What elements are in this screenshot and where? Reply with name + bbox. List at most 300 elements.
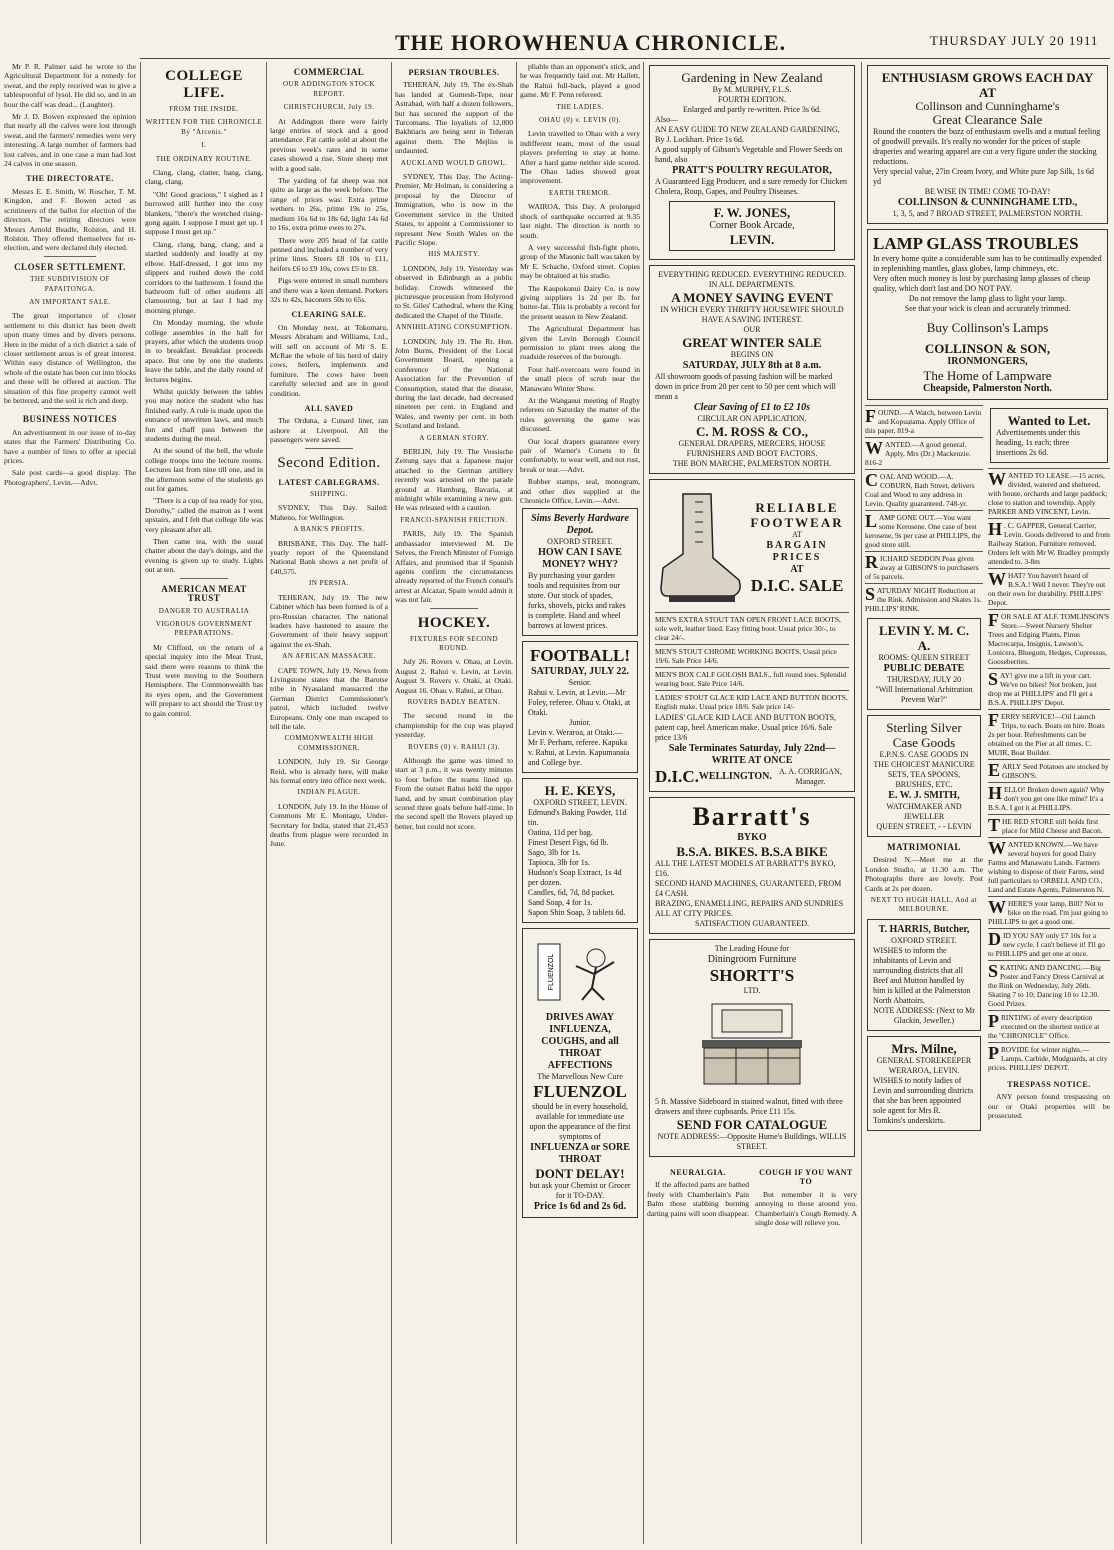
list-item: Sand Soap, 4 for 1s.: [528, 898, 593, 908]
paragraph: Desired N.—Meet me at the London Studio, at 11.30 a.m. The Photographs there are lovely. Post Cards at 2s per dozen.: [865, 855, 983, 893]
dateline: CHRISTCHURCH, July 19.: [283, 103, 375, 112]
ad-lamp-glass: [867, 229, 1108, 400]
fluenzol-illustration: [530, 936, 630, 1006]
subheading: FRANCO-SPANISH FRICTION.: [400, 515, 508, 524]
classified-text: ATURDAY NIGHT Reduction at the Rink. Admission and Skates 1s. PHILLIPS' RINK.: [865, 586, 982, 613]
ad-body: Round the counters the buzz of enthusiasm swells and a mutual feeling of goodwill prevails. It's really no wonder for the prices of staple draperies and wearing apparel are cut a very figure under the stocking reductions.: [873, 127, 1101, 166]
list-item: Hudson's Soap Extract, 1s 4d per dozen.: [528, 868, 622, 888]
classified-text: AMP GONE OUT.—You want some Kerosene. One case of best kerosene, 9s per case at PHILLIPS, the good store still.: [865, 513, 981, 549]
ad-body: should be in every household, available for immediate use upon the appearance of the first symptoms of: [529, 1102, 631, 1142]
ad-mrs-milne: [867, 1036, 981, 1131]
classified-list-right: [988, 468, 1110, 1074]
dic-manager: A. A. CORRIGAN, Manager.: [778, 767, 842, 786]
ad-body: AN EASY GUIDE TO NEW ZEALAND GARDENING, By J. Lockhart. Price 1s 6d.: [655, 125, 840, 144]
ad-cta: DONT DELAY!: [535, 1166, 625, 1182]
paragraph: SYDNEY, This Day. Sailed: Maheno, for Wellington.: [270, 503, 388, 522]
classified-list-left: [865, 405, 983, 615]
ad-body: IN WHICH EVERY THRIFTY HOUSEWIFE SHOULD HAVE A SAVING INTEREST.: [660, 305, 844, 324]
paragraph: Sale post cards—a good display. The Photographers', Levin.—Advt.: [4, 468, 136, 487]
paragraph: The great importance of closer settlement to this district has been dwelt upon many times and by divers persons. Here in the midst of a rich district a sale of closer settlement areas is of great interest. Within easy distance of Wellington, the whole of the estate has been cut into blocks and these will be offered at auction. The situation of this fine property cannot well be bettered, and the soil is rich and deep.: [4, 311, 136, 405]
paragraph: At the Wanganui meeting of Rugby referees on Saturday the matter of the rules governing the game was discussed.: [520, 396, 640, 434]
drop-cap: W: [865, 438, 883, 458]
ad-bsa: B.S.A. BIKES. B.S.A BIKE: [676, 844, 828, 859]
issue-date: THURSDAY JULY 20 1911: [930, 33, 1099, 48]
heading-business-notices: BUSINESS NOTICES: [22, 414, 118, 425]
classified-text: OUND.—A Watch, between Levin and Kopuatama. Apply Office of this paper. 819-a: [865, 408, 982, 435]
ad-firm: E. W. J. SMITH,: [888, 790, 960, 801]
heading-directorate: THE DIRECTORATE.: [26, 174, 114, 184]
drop-cap: W: [988, 469, 1006, 489]
ad-saving: Clear Saving of £1 to £2 10s: [693, 402, 811, 413]
ad-lead: The Leading House for: [714, 944, 790, 953]
ad-body: E.P.N.S. CASE GOODS IN THE CHOICEST MANICURE SETS, TEA SPOONS, BRUSHES, ETC.: [873, 750, 975, 789]
classified-text: ANTED TO LEASE.—15 acres, divided, watered and sheltered, with house, orchards and large paddock; close to station and township. Apply PARKER AND VINCENT, Levin.: [988, 471, 1108, 516]
ad-title: LAMP GLASS TROUBLES: [873, 234, 1079, 253]
classified-ad: [988, 782, 1110, 814]
ad-condition: INFLUENZA or SORE THROAT: [530, 1142, 630, 1166]
heading-clearing-sale: CLEARING SALE.: [291, 310, 367, 320]
subheading: THE SUBDIVISION OF PAPAITONGA.: [30, 275, 110, 293]
dic-heading: [745, 500, 849, 596]
heading-closer-settlement: CLOSER SETTLEMENT.: [14, 261, 126, 272]
ad-price: Enlarged and partly re-written. Price 3s 6d.: [682, 105, 822, 114]
divider: [44, 408, 97, 409]
ad-title: Wanted to Let.: [1007, 413, 1091, 428]
ad-topic: "Will International Arbitration Prevent War?": [875, 685, 973, 704]
heading-matrimonial: MATRIMONIAL: [887, 842, 961, 852]
ad-buy: Buy Collinson's Lamps: [926, 320, 1049, 335]
ad-football: [522, 641, 638, 773]
paragraph: TEHERAN, July 19. The ex-Shah has landed at Gumesh-Tepe, near Astrabad, with half a dozen followers, but has secured the support of the Turcomans. The loyalists of 12,000 Bakhtiaris are being sent in Teheran against them. The Mejliss is undaunted.: [395, 80, 513, 156]
ad-body: Very special value, 27in Cream Ivory, and White pure Jap Silk, 1s 6d yd: [873, 167, 1094, 186]
ad-firm: SHORTT'S: [709, 966, 795, 985]
ad-address: QUEEN STREET, - - LEVIN: [876, 822, 972, 831]
drop-cap: H: [988, 783, 1003, 803]
classified-area: [865, 405, 1110, 1136]
drop-cap: L: [865, 511, 878, 531]
classified-text: . C. GAPPER, General Carrier, Levin. Goods delivered to and from Railway Station. Furniture removed. Orders left with Mr W. Bradley promptly attended to. 3-8m: [988, 521, 1110, 566]
subheading: INDIAN PLAGUE.: [297, 788, 361, 797]
heading-trespass: TRESPASS NOTICE.: [1007, 1080, 1091, 1089]
ad-body: SATISFACTION GUARANTEED.: [694, 919, 810, 928]
ad-firm: Collinson and Cunninghame's: [915, 99, 1060, 113]
cough-notice: [755, 1162, 857, 1230]
ad-title: Sterling Silver Case Goods: [886, 720, 962, 750]
paragraph: Although the game was timed to start at 3 p.m., it was twenty minutes to four before the teams lined up. From the outset Rahui held the upper hand, and by smart combination play scored three goals before half-time. In the second spell the Rovers played up better, but could not score.: [395, 756, 513, 831]
ad-harris-butcher: [867, 919, 981, 1031]
ad-wanted-to-let: [990, 408, 1108, 463]
list-item: LADIES' STOUT GLACE KID LACE AND BUTTON BOOTS, English make. Usual price 18/6. Sale price 14/-: [655, 690, 849, 713]
ad-body: By purchasing your garden tools and requisites from our store. Our stock of spades, forks, shovels, picks and rakes is complete. Hand and wheel barrows at lowest prices.: [528, 571, 626, 631]
section-title: THE ORDINARY ROUTINE.: [155, 154, 253, 163]
classified-ad: [988, 759, 1110, 782]
ad-sims-hardware: [522, 508, 638, 636]
column-ads: [647, 62, 857, 1544]
paragraph: July 26. Rovers v. Ohau, at Levin. August 2. Rahui v. Levin, at Levin. August 9. Rovers v. Otaki, at Otaki. August 16. Ohau v. Rahui, at Ohau.: [395, 657, 513, 695]
paragraph: Messrs E. E. Smith, W. Roscher, T. M. Kingdon, and F. Bowen acted as scrutineers of the ballot for election of the directors. The retiring directors were Messrs Arnold Beadle, Rolston, and H. Rolston. They offered themselves for re-election, and were declared duly elected.: [4, 186, 136, 253]
paragraph: LONDON, July 19. Sir George Reid, who is already here, will make his formal entry into office next week.: [270, 757, 388, 785]
ad-body: All showroom goods of passing fashion will be marked down in price from 20 per cent to 50 per cent which will mean a: [655, 372, 836, 401]
ad-bargain: BARGAIN PRICES: [766, 540, 828, 563]
ad-firm: T. HARRIS, Butcher,: [878, 923, 970, 935]
paragraph: A very successful fish-fight photo, group of the Masonic ball was taken by Mr E. Schache, Oxford street. Copies may be obtained at his studio.: [520, 242, 640, 281]
paragraph: BERLIN, July 19. The Vossische Zeitung says that a Japanese major attached to the German artillery recently was arrested on the parade ground at Hamburg, Bavaria, at midnight while examining a new gun. He was released with a caution.: [395, 447, 513, 513]
paragraph: ANY person found trespassing on our or Otaki properties will be prosecuted.: [988, 1092, 1110, 1121]
ad-ymca: [867, 618, 981, 710]
ad-sale: GREAT WINTER SALE: [682, 335, 822, 350]
ad-author: By M. MURPHY, F.L.S.: [712, 85, 792, 94]
column-left: [4, 62, 136, 1544]
subheading: AN IMPORTANT SALE.: [29, 297, 111, 306]
column-local: [520, 62, 640, 1544]
subheading: OHAU (0) v. LEVIN (0).: [538, 116, 622, 125]
ad-body: ALL THE LATEST MODELS AT BARRATT'S BYKO, £16.: [655, 859, 836, 878]
classified-ad: [865, 510, 983, 551]
svg-text:FLUENZOL: FLUENZOL: [548, 954, 555, 991]
paragraph: Then came tea, with the usual chatter about the day's doings, and the evening is given up to study. Lights out at ten.: [145, 537, 263, 575]
ad-home: The Home of Lampware: [923, 368, 1052, 383]
ad-headline: A MONEY SAVING EVENT: [671, 290, 833, 305]
ad-firm: C. M. ROSS & CO.,: [696, 424, 808, 439]
ad-send: SEND FOR CATALOGUE: [676, 1117, 828, 1132]
drop-cap: T: [988, 815, 1001, 835]
paragraph: BRISBANE, This Day. The half-yearly report of the Queensland National Bank shows a net profit of £40,575.: [270, 538, 388, 576]
paragraph: The yarding of fat sheep was not quite as large as the week before. The range of prices was: Extra prime wethers to 26s, prime 19s to 25s, medium 16s 6d to 18s 6d, light 14s 6d to 16s, extra prime ewes to 27s.: [270, 176, 388, 233]
ad-sale: Great Clearance Sale: [932, 112, 1043, 127]
subheading: OUR ADDINGTON STOCK REPORT.: [282, 80, 376, 98]
classified-ad: [865, 405, 983, 437]
paragraph: Pigs were entered in small numbers and there was a keen demand. Porkers 32s to 42s, baconers 50s to 65s.: [270, 276, 388, 304]
ad-title: RELIABLE: [755, 500, 839, 515]
drop-cap: E: [988, 760, 1001, 780]
classified-ad: [865, 583, 983, 615]
paragraph: Clang, clang, clatter, bang, clang, clang, clang.: [145, 168, 263, 187]
subheading: VIGOROUS GOVERNMENT PREPARATIONS.: [155, 619, 253, 638]
paragraph: Clang, clang, bang, clang, and a startled suddenly and loudly at my elbow. Half-dressed, I got into my slippers and rushed down the cold corridors to the bathroom. I found the bathroom full of other students all clamouring, but at last I had my morning plunge.: [145, 239, 263, 315]
paragraph: But remember it is very annoying to those around you. Chamberlain's Cough Remedy. A single dose will relieve you.: [755, 1189, 857, 1228]
second-edition-heading: Second Edition.: [277, 454, 381, 471]
ad-firm-sub: Corner Book Arcade,: [709, 220, 795, 231]
ad-body: Rahui v. Levin, at Levin.—Mr Foley, referee. Ohau v. Otaki, at Otaki.: [528, 688, 631, 718]
divider: [180, 578, 227, 579]
drop-cap: S: [988, 669, 999, 689]
list-item: MEN'S STOUT CHROME WORKING BOOTS, Usual price 19/6. Sale Price 14/6.: [655, 644, 849, 667]
jones-box: [669, 201, 835, 251]
byline: WRITTEN FOR THE CHRONICLE By "Arcenis.": [145, 118, 263, 136]
paragraph: Whilst quickly between the tables you may notice the student who has finished early. A rule is made upon the entrance of unwritten laws, and much fun and chaff pass between the students during the meal.: [145, 386, 263, 443]
ad-body: A Guaranteed Egg Producer, and a sure remedy for Chicken Cholera, Roup, Gapes, and Poultry Diseases.: [655, 177, 848, 196]
subheading: THE LADIES.: [556, 102, 604, 111]
classified-text: HAT? You haven't heard of B.S.A.! Well I never. They're out on their own for durability. PHILLIPS' Depot.: [988, 571, 1106, 607]
paragraph: "There is a cup of tea ready for you, Dorothy," called the matron as I went upstairs, and I felt that college life was very pleasant after all.: [145, 496, 263, 534]
newspaper-title: THE HOROWHENUA CHRONICLE.: [395, 30, 787, 55]
ad-body: BRAZING, ENAMELLING, REPAIRS AND SUNDRIES ALL AT CITY PRICES.: [655, 899, 844, 918]
heading: NEURALGIA.: [670, 1168, 726, 1177]
heading-all-saved: ALL SAVED: [304, 404, 354, 413]
ad-label: BEGINS ON: [730, 350, 774, 359]
classified-text: ARLY Seed Potatoes are stocked by GIBSON'S.: [1002, 762, 1109, 780]
paragraph: SYDNEY, This Day. The Acting-Premier, Mr Holman, is considering a proposal by the Director of Immigration, who is now in the Government service in the United States, to appoint a Commissioner to represent New South Wales on the Pacific Slope.: [395, 172, 513, 247]
dic-ladies: LADIES' GLACE KID LACE AND BUTTON BOOTS, patent cap, heel American make. Usual price 16/6. Sale price 13/6: [655, 713, 837, 742]
masthead-rule: [140, 58, 1110, 59]
paragraph: Rubber stamps, seal, monogram, and other dies supplied at the Chronicle Office, Levin.—Advt.: [520, 477, 640, 506]
ad-product: PRATT'S POULTRY REGULATOR,: [672, 165, 832, 176]
heading: COUGH IF YOU WANT TO: [759, 1168, 853, 1187]
classified-text: ANTED KNOWN.—We have several buyers for good Dairy Farms and Manawatu Lands. Farmers wishing to dispose of their Farms, send full particulars to ORBELL AND CO., Land and Estate Agents, Palmerston N.: [988, 840, 1104, 894]
list-item: MEN'S EXTRA STOUT TAN OPEN FRONT LACE BOOTS, sole welt, leather lined. Easy fitting boot. Usual price 30/-, to clear 24/-.: [655, 612, 849, 644]
subheading: SHIPPING.: [310, 490, 348, 499]
classified-text: HERE'S your lamp, Bill? Not to bike on the road. I'm just going to PHILLIPS to get a good one.: [988, 899, 1108, 926]
small-medical-notices: [647, 1162, 857, 1230]
column-right: [865, 62, 1110, 1544]
subheading: FIXTURES FOR SECOND ROUND.: [409, 634, 499, 652]
ad-edition: FOURTH EDITION.: [718, 95, 786, 104]
subheading: FROM THE INSIDE.: [169, 105, 239, 113]
ad-address: Cheapside, Palmerston North.: [923, 383, 1052, 394]
classified-ad: [988, 1042, 1110, 1074]
ad-label: Junior.: [569, 718, 591, 728]
ad-cta-sub: but ask your Chemist or Grocer for it TO-DAY.: [529, 1181, 631, 1201]
classified-ad: [988, 668, 1110, 709]
classified-text: RINTING of every description executed on the shortest notice at the "CHRONICLE" Office.: [988, 1013, 1100, 1040]
list-item: Candles, 6d, 7d, 8d packet.: [528, 888, 615, 898]
ad-trade: GENERAL STOREKEEPER WERAROA, LEVIN.: [876, 1055, 972, 1075]
notice: NEXT TO HUGH HALL, And at MELBOURNE.: [870, 896, 978, 914]
subheading: ROVERS BADLY BEATEN.: [407, 697, 501, 706]
paragraph: LONDON, July 19. The Rt. Hon. John Burns, President of the Local Government Board, opening a conference of the National Association for the Prevention of Consumption, stated that the disease, during the last decade, had decreased nineteen per cent. in England and Wales, and twenty per cent. in both Scotland and Ireland.: [395, 336, 513, 431]
classified-text: ID YOU SAY only £7 10s for a new cycle. I can't believe it! I'll go to PHILLIPS and get one at once.: [988, 931, 1105, 958]
paragraph: pliable than an opponent's stick, and he was frequently laid out. Mr Hallett, the Rahui full-back, played a good game. Mr F. Penn refereed.: [520, 62, 640, 100]
subheading: ANNIHILATING CONSUMPTION.: [395, 323, 513, 332]
list-item: Edmund's Baking Powder, 11d tin.: [528, 808, 627, 828]
classified-ad: [988, 568, 1110, 609]
dic-footer: [655, 767, 849, 787]
list-item: MEN'S BOX CALF GOLOSH BALS., full round toes. Splendid wearing boot. Sale Price 14/6.: [655, 667, 849, 690]
ad-body: In every home quite a considerable sum has to be continually expended in replenishing mantles, glass globes, lamp chimneys, etc.: [873, 254, 1102, 273]
classified-ad: [988, 709, 1110, 759]
ad-body: A good supply of Gibson's Vegetable and Flower Seeds on hand, also: [655, 145, 843, 164]
paragraph: Mr P. R. Palmer said he wrote to the Agricultural Department for a remedy for sweat, and the reply received was to give a tablespoonful of lysol. He did so, and in an hour the calf was dead... (Laughter).: [4, 62, 136, 109]
paragraph: Mr Clifford, on the return of a special inquiry into the Meat Trust, said there were reasons to think the Trust were moving to the Southern Hemisphere. The Commonwealth has its eyes open, and the Government will prepare to act should the Trust try to gain control.: [145, 642, 263, 718]
classified-ad: [988, 468, 1110, 518]
subheading: AN AFRICAN MASSACRE.: [282, 652, 376, 661]
classified-text: HE RED STORE still holds first place for Mild Cheese and Bacon.: [1002, 817, 1103, 835]
ad-fluenzol: [522, 928, 638, 1218]
drop-cap: F: [988, 710, 999, 730]
drop-cap: W: [988, 897, 1006, 917]
paragraph: If the affected parts are bathed freely with Chamberlain's Pain Balm those stabbing burning darting pains will soon disappear.: [647, 1180, 749, 1218]
subheading: AUCKLAND WOULD GROWL.: [400, 158, 508, 167]
ad-title: Sims Beverly Hardware Depot.: [531, 513, 629, 537]
ad-collinson-cunninghame: [867, 65, 1108, 224]
classified-text: AY! give me a lift in your cart. We've no bikes! Not broken, just drop me at PHILLIPS' and I'll get a B.S.A. PHILLIPS' Depot.: [988, 671, 1097, 707]
ad-question: HOW CAN I SAVE MONEY? WHY?: [538, 547, 622, 571]
product-name: FLUENZOL: [533, 1082, 627, 1102]
ad-firm: F. W. JONES,: [713, 205, 791, 220]
ad-title: H. E. KEYS,: [544, 783, 616, 799]
classified-text: KATING AND DANCING.—Big Poster and Fancy Dress Carnival at the Rink on Wednesday, July 26th. Skating 7 to 10; Dancing 10 to 12.30. Good Prizes.: [988, 963, 1105, 1008]
paragraph: An advertisement in our issue of to-day states that the Farmers' Distributing Co. have a number of lines to offer at special prices.: [4, 427, 136, 466]
paragraph: Four half-overcoats were found in the small piece of scrub near the Manawatu Winter Show.: [520, 364, 640, 393]
drop-cap: C: [865, 470, 878, 490]
ad-desc: GENERAL DRAPERS, MERCERS, HOUSE FURNISHERS AND BOOT FACTORS.: [678, 439, 826, 458]
masthead: [0, 0, 1114, 58]
classified-ad: [988, 837, 1110, 896]
ad-body: 5 ft. Massive Sideboard in stained walnut, fitted with three drawers and three cupboards. Price £11 15s.: [655, 1097, 843, 1116]
ad-reduced: EVERYTHING REDUCED. EVERYTHING REDUCED. IN ALL DEPARTMENTS.: [658, 270, 846, 289]
classified-ad: [988, 1010, 1110, 1042]
heading-commercial: COMMERCIAL: [293, 67, 365, 77]
column-rule: [643, 62, 644, 1544]
list-item: Sago, 3lb for 1s.: [528, 848, 581, 858]
classified-text: ROVIDE for winter nights.—Lamps, Carbide, Mudguards, at city prices. PHILLIPS' DEPOT.: [988, 1045, 1108, 1072]
paragraph: At the sound of the bell, the whole college troops into the lecture rooms. Lectures last from nine till one, and in the afternoon some of the students go out for games.: [145, 446, 263, 494]
classified-text: ANTED.—A good general. Apply, Mrs (Dr.) Mackenzie. 816-2: [865, 440, 971, 467]
classified-text: OR SALE AT ALF. TOMLINSON'S Store.—Sweet Nursery Shelter Trees and Edging Plants, Pinus Macrocarpa, Insignis, Lawson's, Lonicera, Bluegum, Hedges, Cupressus, Gooseberries.: [988, 612, 1110, 666]
ad-address: OXFORD STREET, LEVIN.: [533, 798, 627, 808]
paragraph: TEHERAN, July 19. The new Cabinet which has been formed is of a pro-Russian character. The national leaders have hastened to assure the Government of their heavy support against the ex-Shah.: [270, 592, 388, 649]
column-persian: [395, 62, 513, 1544]
ad-title: Barratt's: [692, 802, 812, 831]
paragraph: "Oh! Good gracious," I sighed as I burrowed still further into the cosy blankets, "there's the wretched rising-gong again. I suppose I must get up. I suppose I must get up.": [145, 189, 263, 237]
ad-address: 1, 3, 5, and 7 BROAD STREET, PALMERSTON NORTH.: [892, 209, 1083, 218]
ad-date: SATURDAY, JULY 22.: [531, 666, 629, 678]
paragraph: The Kaupokonui Dairy Co. is now giving suppliers 1s 2d per lb. for butter-fat. This is probably a record for the present season in New Zealand.: [520, 283, 640, 321]
price-list: [528, 808, 632, 918]
subheading: HIS MAJESTY.: [428, 250, 480, 259]
paragraph: On Monday next, at Tokomaru, Messrs Abraham and Williams, Ltd., will sell on account of Mr S. E. McRae the whole of his herd of dairy cows, heifers, implements and furniture. The cows have been carefully selected and are in good condition.: [270, 322, 388, 398]
ad-title: ENTHUSIASM GROWS EACH DAY AT: [881, 70, 1094, 100]
ad-shortts: [649, 939, 855, 1157]
ad-keys-grocer: [522, 778, 638, 923]
ad-silver-goods: [867, 715, 981, 837]
dic-logo: D.I.C.: [655, 767, 699, 786]
ad-dic-footwear: [649, 479, 855, 792]
paragraph: There were 205 head of fat cattle penned and included a number of very prime lines. Steers £8 10s to £11, heifers £6 to £9 10s, cows £5 to £8.: [270, 235, 388, 273]
dic-top: [655, 484, 849, 612]
ad-body: See that your wick is clean and accurately trimmed.: [904, 304, 1071, 313]
paragraph: The Agricultural Department has given the Levin Borough Council permission to plant trees along the roadside reserves of the borough.: [520, 324, 640, 362]
ad-title: LEVIN Y. M. C. A.: [878, 623, 970, 653]
subheading: ROVERS (0) v. RAHUI (3).: [408, 742, 500, 751]
list-item: Oatina, 11d per bag.: [528, 828, 593, 838]
ad-cm-ross: [649, 265, 855, 474]
classified-ad: [988, 896, 1110, 928]
classified-text: ELLO! Broken down again? Why don't you get one like mine? It's a B.S.A. I got it at PHILLIPS.: [988, 785, 1105, 812]
subheading: COMMONWEALTH HIGH COMMISSIONER.: [284, 734, 374, 752]
section-number: I.: [201, 141, 207, 150]
classified-text: ERRY SERVICE!—Oil Launch Trips, to each. Boats on hire. Boats 2s per hour. Refreshments can be obtained on the Pier at all times. C. MUIR, Boat Builder.: [988, 712, 1105, 757]
ad-body: Do not remove the lamp glass to light your lamp.: [908, 294, 1067, 303]
ad-label: Senior.: [568, 678, 592, 688]
ad-event: PUBLIC DEBATE: [883, 663, 965, 674]
classified-ad: [988, 928, 1110, 960]
ad-body: SECOND HAND MACHINES, GUARANTEED, FROM £4 CASH.: [655, 879, 842, 898]
list-item: Sapon Shin Soap, 3 tablets 6d.: [528, 908, 626, 918]
ad-note: CIRCULAR ON APPLICATION.: [697, 414, 807, 423]
classified-right: [988, 405, 1110, 1136]
ad-trade: IRONMONGERS,: [947, 356, 1028, 367]
ad-at: AT: [792, 530, 802, 539]
ad-terminates: Sale Terminates Saturday, July 22nd—WRITE AT ONCE: [668, 743, 836, 766]
ad-din: Diningroom Furniture: [707, 954, 797, 965]
paragraph: LONDON, July 19. In the House of Commons Mr E. Montagu, Under-Secretary for India, stated that 21,453 deaths from plague were recorded in June.: [270, 801, 388, 849]
dic-item-list: [655, 612, 849, 713]
classified-ad: [988, 814, 1110, 837]
drop-cap: W: [988, 838, 1006, 858]
drop-cap: S: [988, 961, 999, 981]
classified-ad: [988, 960, 1110, 1010]
heading-persian-troubles: PERSIAN TROUBLES.: [408, 68, 500, 77]
subheading: A BANK'S PROFITS.: [293, 525, 365, 534]
drop-cap: P: [988, 1043, 999, 1063]
subheading: EARTH TREMOR.: [549, 188, 611, 197]
ad-note: NOTE ADDRESS: (Next to Mr Glackin, Jeweller.): [873, 1005, 975, 1025]
dic-city: WELLINGTON.: [698, 771, 772, 782]
classified-ad: [865, 551, 983, 583]
ad-address: OXFORD STREET.: [891, 935, 957, 945]
divider: [430, 608, 477, 609]
column-rule: [391, 62, 392, 1544]
list-item: Finest Desert Figs, 6d lb.: [528, 838, 609, 848]
ad-firm: COLLINSON & SON,: [924, 341, 1051, 356]
subheading: DANGER TO AUSTRALIA: [158, 606, 250, 615]
ad-body: Advertisements under this heading, 1s each; three insertions 2s 6d.: [996, 428, 1080, 457]
ad-ltd: LTD.: [743, 986, 761, 995]
drop-cap: W: [988, 569, 1006, 589]
heading-latest-cables: LATEST CABLEGRAMS.: [278, 477, 380, 487]
ad-title: FOOTBALL!: [529, 646, 631, 666]
ad-price: Price 1s 6d and 2s 6d.: [533, 1201, 627, 1213]
classified-left: [865, 405, 983, 1136]
ad-also: Also—: [655, 115, 679, 124]
ad-date: THURSDAY, JULY 20: [886, 675, 962, 684]
heading-meat-trust: AMERICAN MEAT TRUST: [161, 583, 247, 604]
ad-rooms: ROOMS: QUEEN STREET: [878, 653, 970, 662]
drop-cap: D: [988, 929, 1001, 949]
column-rule: [266, 62, 267, 1544]
divider: [44, 256, 97, 257]
drop-cap: S: [865, 584, 876, 604]
ad-barratts: [649, 797, 855, 934]
ad-body: Levin v. Weraroa, at Otaki.—Mr F. Perham, referee. Kapuka v. Rahui, at Levin. Kapumanaia and College bye.: [528, 728, 630, 768]
list-item: Tapioca, 3lb for 1s.: [528, 858, 590, 868]
article-title-college: COLLEGE LIFE.: [165, 68, 243, 101]
paragraph: Levin travelled to Ohau with a very indifferent team, most of the usual players preferring to stay at home. After a hard game neither side scored. The Ohau ladies showed great improvement.: [520, 129, 640, 186]
sideboard-illustration: [692, 1000, 812, 1090]
ad-firm: Mrs. Milne,: [891, 1040, 957, 1056]
ad-title-2: FOOTWEAR: [750, 515, 844, 530]
divider: [305, 448, 352, 449]
column-college: [145, 62, 263, 1544]
ad-firm-name: COLLINSON & CUNNINGHAME LTD.,: [897, 197, 1078, 208]
paragraph: The Orduna, a Cunard liner, ran ashore at Liverpool. All the passengers were saved.: [270, 416, 388, 445]
column-rule: [861, 62, 862, 1544]
paragraph: LONDON, July 19. Yesterday was observed in Edinburgh as a public holiday. Crowds witnessed the picturesque procession from Holyrood to St. Giles' Cathedral, where the King dedicated the Chapel of the Thistle.: [395, 263, 513, 320]
ad-town: LEVIN.: [729, 232, 775, 247]
ad-at: AT: [790, 564, 804, 575]
paragraph: At Addington there were fairly large entries of stock and a good attendance. Fat cattle sold at about the previous week's rates and in some cases showed a rise. Store sheep met with a good sale.: [270, 116, 388, 173]
drop-cap: F: [865, 406, 876, 426]
ad-place: THE BON MARCHE, PALMERSTON NORTH.: [672, 459, 832, 468]
column-rule: [140, 62, 141, 1544]
classified-text: OAL AND WOOD.—A. COBURN, Bath Street, delivers Coal and Wood to any address in Levin. Quality guaranteed. 748-yr.: [865, 472, 975, 508]
classified-ad: [865, 437, 983, 469]
classified-ad: [865, 469, 983, 510]
classified-ad: [988, 609, 1110, 668]
ad-sale-name: D.I.C. SALE: [750, 576, 844, 595]
classified-ad: [988, 518, 1110, 568]
